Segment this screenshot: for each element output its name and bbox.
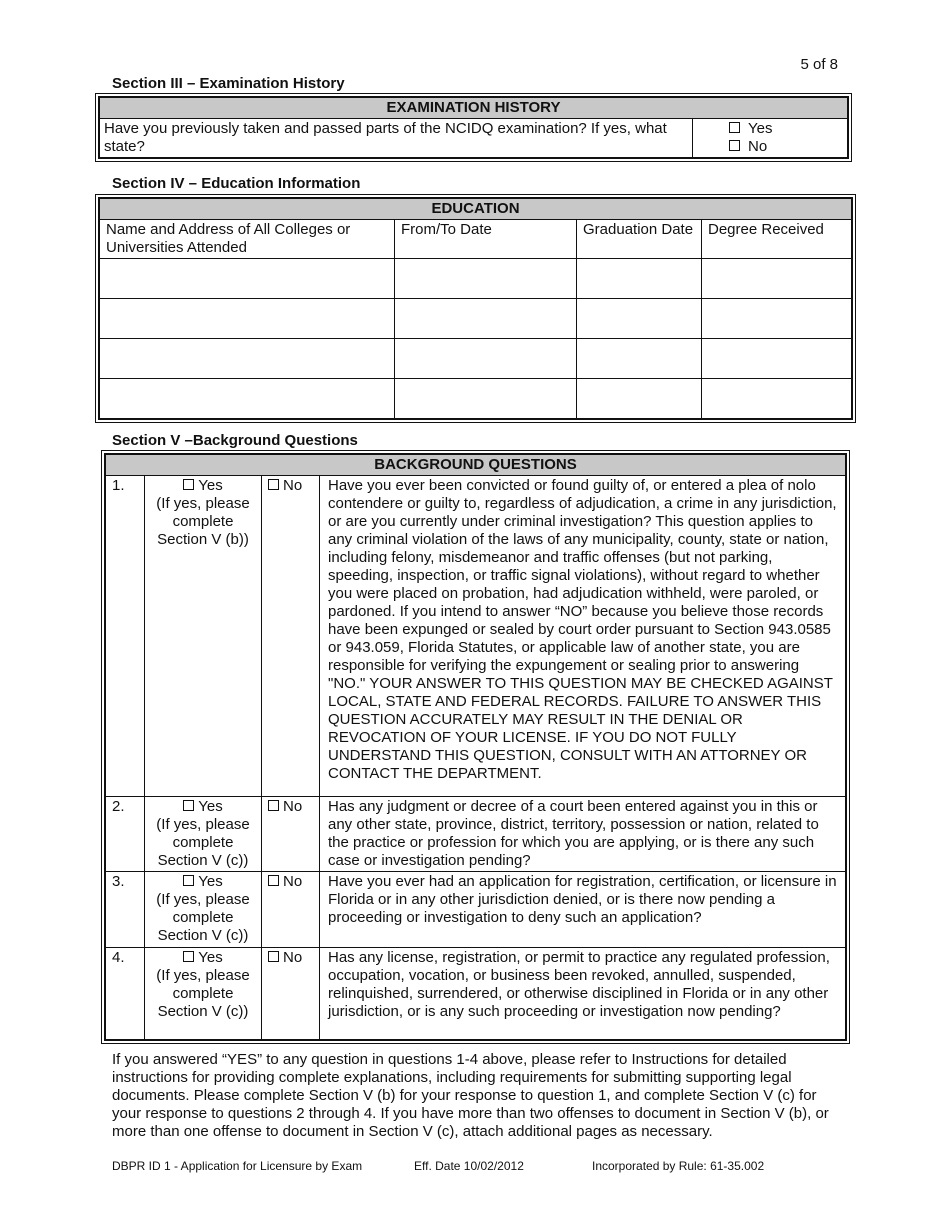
- exam-question: Have you previously taken and passed parts of the NCIDQ examination? If yes, what state?: [100, 119, 693, 158]
- education-header: EDUCATION: [100, 199, 852, 220]
- checkbox-icon[interactable]: [729, 140, 740, 151]
- exam-yes-option[interactable]: Yes: [729, 120, 847, 138]
- background-question-row: [106, 797, 846, 872]
- checkbox-icon[interactable]: [183, 479, 194, 490]
- exam-no-option[interactable]: No: [729, 138, 847, 156]
- question-number: 4.: [106, 948, 145, 1040]
- checkbox-icon[interactable]: [268, 800, 279, 811]
- question-text: Have you ever been convicted or found guilty of, or entered a plea of nolo contendere or guilty to, regardless of adjudication, a crime in any jurisdiction, or are you currently under criminal investigation? This question applies to any criminal violation of the laws of any municipality, county, state or nation, including felony, misdemeanor and traffic offenses (but not parking, speeding, inspection, or traffic signal violations), without regard to whether you were placed on probation, had adjudication withheld, were paroled, or pardoned. If you intend to answer “NO” because you believe those records have been expunged or sealed by court order pursuant to Section 943.0585 or 943.059, Florida Statutes, or applicable law of another state, you are responsible for verifying the expungement or sealing prior to answering "NO." YOUR ANSWER TO THIS QUESTION MAY BE CHECKED AGAINST LOCAL, STATE AND FEDERAL RECORDS. FAILURE TO ANSWER THIS QUESTION ACCURATELY MAY RESULT IN THE DENIAL OR REVOCATION OF YOUR LICENSE. IF YOU DO NOT FULLY UNDERSTAND THIS QUESTION, CONSULT WITH AN ATTORNEY OR CONTACT THE DEPARTMENT.: [320, 476, 846, 797]
- question-number: 1.: [106, 476, 145, 797]
- yes-option[interactable]: Yes (If yes, please complete Section V (b)): [145, 476, 262, 797]
- yes-note: (If yes, please complete Section V (c)): [156, 816, 250, 869]
- education-row: [100, 339, 852, 379]
- yes-option[interactable]: Yes (If yes, please complete Section V (c)): [145, 872, 262, 948]
- col-graduation-date: Graduation Date: [577, 220, 702, 259]
- checkbox-icon[interactable]: [268, 951, 279, 962]
- education-row: [100, 379, 852, 419]
- education-row: [100, 259, 852, 299]
- education-section-title: Section IV – Education Information: [112, 175, 361, 192]
- col-degree-received: Degree Received: [702, 220, 852, 259]
- checkbox-icon[interactable]: [183, 875, 194, 886]
- col-from-to-date: From/To Date: [395, 220, 577, 259]
- exam-history-table: [95, 93, 852, 162]
- footer-form-id: DBPR ID 1 - Application for Licensure by Exam: [112, 1159, 363, 1173]
- yes-note: (If yes, please complete Section V (c)): [156, 967, 250, 1020]
- background-table: [101, 450, 850, 1044]
- footer-rule: Incorporated by Rule: 61-35.002: [592, 1159, 765, 1173]
- question-number: 3.: [106, 872, 145, 948]
- instructions-note: If you answered “YES” to any question in questions 1-4 above, please refer to Instructions for detailed instructions for providing complete explanations, including requirements for submitting supporting legal documents. Please complete Section V (b) for your response to question 1, and complete Section V (c) for your response to questions 2 through 4. If you have more than two offenses to document in Section V (b), or more than one offense to document in Section V (c), attach additional pages as necessary.: [112, 1051, 829, 1140]
- background-question-row: [106, 872, 846, 948]
- no-option[interactable]: No: [262, 872, 320, 948]
- checkbox-icon[interactable]: [268, 479, 279, 490]
- page-number: 5 of 8: [800, 56, 838, 73]
- yes-option[interactable]: Yes (If yes, please complete Section V (c)): [145, 797, 262, 872]
- checkbox-icon[interactable]: [183, 951, 194, 962]
- education-table: [95, 194, 856, 423]
- question-number: 2.: [106, 797, 145, 872]
- no-option[interactable]: No: [262, 948, 320, 1040]
- background-question-row: [106, 948, 846, 1040]
- question-text: Have you ever had an application for registration, certification, or licensure in Florida or in any other jurisdiction denied, or is there now pending a proceeding or investigation to deny such an application?: [320, 872, 846, 948]
- no-option[interactable]: No: [262, 797, 320, 872]
- yes-note: (If yes, please complete Section V (b)): [156, 495, 250, 548]
- exam-section-title: Section III – Examination History: [112, 75, 345, 92]
- question-text: Has any license, registration, or permit to practice any regulated profession, occupation, vocation, or business been revoked, annulled, suspended, relinquished, surrendered, or otherwise disciplined in Florida or in any other jurisdiction, or is any such proceeding or investigation now pending?: [320, 948, 846, 1040]
- education-row: [100, 299, 852, 339]
- footer-eff-date: Eff. Date 10/02/2012: [414, 1159, 524, 1173]
- checkbox-icon[interactable]: [729, 122, 740, 133]
- checkbox-icon[interactable]: [183, 800, 194, 811]
- checkbox-icon[interactable]: [268, 875, 279, 886]
- yes-note: (If yes, please complete Section V (c)): [156, 891, 250, 944]
- no-option[interactable]: No: [262, 476, 320, 797]
- background-question-row: [106, 476, 846, 797]
- question-text: Has any judgment or decree of a court been entered against you in this or any other state, province, district, territory, possession or nation, related to the practice or profession for which you are applying, or is there any such case or investigation pending?: [320, 797, 846, 872]
- col-institution: Name and Address of All Colleges or Universities Attended: [100, 220, 395, 259]
- yes-option[interactable]: Yes (If yes, please complete Section V (c)): [145, 948, 262, 1040]
- background-section-title: Section V –Background Questions: [112, 432, 358, 449]
- background-header: BACKGROUND QUESTIONS: [106, 455, 846, 476]
- exam-history-header: EXAMINATION HISTORY: [100, 98, 848, 119]
